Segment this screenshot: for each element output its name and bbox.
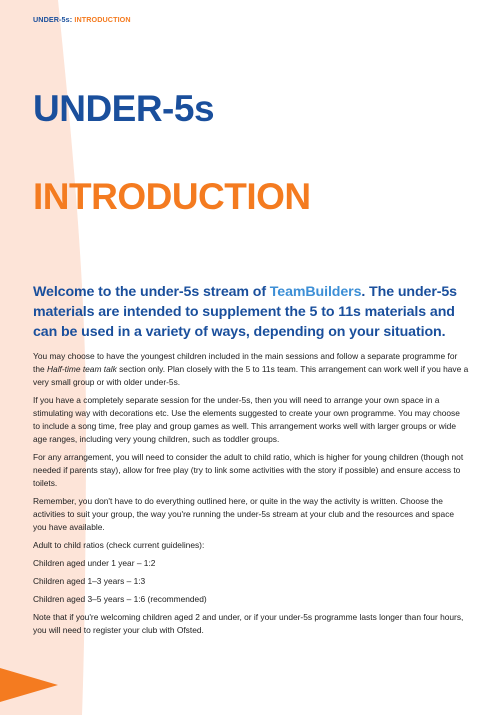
ratios-heading: Adult to child ratios (check current guidelines): bbox=[33, 540, 205, 550]
paragraph-1-after: section only. Plan closely with the 5 to 11s team. This arrangement can work well if you have a very small group or with older under-5s. bbox=[33, 364, 469, 387]
running-head bbox=[33, 15, 131, 24]
paragraph-1 bbox=[33, 350, 469, 389]
running-head-title: INTRODUCTION bbox=[74, 15, 131, 24]
ratio-item: Children aged 3–5 years – 1:6 (recommended) bbox=[33, 594, 207, 604]
ratio-item: Children aged 1–3 years – 1:3 bbox=[33, 576, 146, 586]
paragraph-1-before: You may choose to have the youngest children included in the main sessions and follow a separate programme for the bbox=[33, 351, 458, 374]
page-title-line1: UNDER-5s bbox=[33, 88, 215, 129]
lead-paragraph bbox=[33, 282, 469, 342]
paragraph-3: For any arrangement, you will need to consider the adult to child ratio, which is higher for young children (though not needed if parents stay), allow for free play (try to link some activities with the story if possible) and ensure access to toilets. bbox=[33, 452, 464, 488]
body-text bbox=[33, 350, 469, 642]
paragraph-1-emphasis: Half-time team talk bbox=[46, 364, 117, 374]
page-title-line2: INTRODUCTION bbox=[33, 176, 311, 217]
paragraph-2: If you have a completely separate session for the under-5s, then you will need to arrange your own space in a stimulating way with decorations etc. Use the elements suggested to create your own programme. You may choose to include a song time, free play and group games as well. This arrangement works well with larger groups or wide age ranges, including very young children, such as toddler groups. bbox=[33, 395, 460, 444]
lead-text-after: . The under-5s materials are intended to supplement the 5 to 11s materials and can be used in a variety of ways, depending on your situation. bbox=[33, 284, 457, 340]
ratio-item: Children aged under 1 year – 1:2 bbox=[33, 558, 156, 568]
arrow-right-icon bbox=[0, 668, 60, 702]
running-head-section: UNDER-5s: bbox=[33, 15, 73, 24]
brand-name: TeamBuilders bbox=[269, 284, 362, 300]
lead-text-before: Welcome to the under-5s stream of bbox=[33, 284, 270, 300]
paragraph-4: Remember, you don't have to do everything outlined here, or quite in the way the activity is written. Choose the activities to suit your group, the way you're running the under-5s stream at your club and the resources and space you have available. bbox=[33, 496, 455, 532]
paragraph-5: Note that if you're welcoming children aged 2 and under, or if your under-5s programme lasts longer than four hours, you will need to register your club with Ofsted. bbox=[33, 612, 464, 635]
